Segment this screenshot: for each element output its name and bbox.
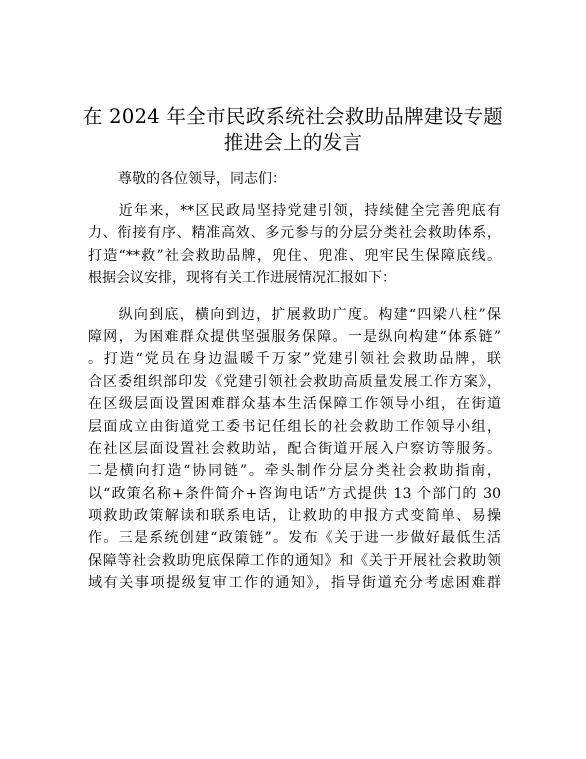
document-title-line-1: 在 2024 年全市民政系统社会救助品牌建设专题 bbox=[82, 105, 504, 128]
document-body bbox=[88, 200, 501, 595]
paragraph-1-line: 打造“**救”社会救助品牌，兜住、兜准、兜牢民生保障底线。 bbox=[88, 247, 501, 264]
paragraph-1-line: 力、衔接有序、精准高效、多元参与的分层分类社会救助体系， bbox=[88, 225, 501, 242]
paragraph-2-line: 。打造“党员在身边温暖千万家”党建引领社会救助品牌，联 bbox=[88, 351, 501, 368]
paragraph-1-line: 近年来，**区民政局坚持党建引领，持续健全完善兜底有 bbox=[88, 203, 501, 219]
paragraph-2-line: 层面成立由街道党工委书记任组长的社会救助工作领导小组， bbox=[88, 418, 501, 435]
paragraph-2-line: 在社区层面设置社会救助站，配合街道开展入户察访等服务。 bbox=[88, 440, 501, 457]
paragraph-1-line: 根据会议安排，现将有关工作进展情况汇报如下： bbox=[88, 270, 396, 287]
paragraph-2-line: 在区级层面设置困难群众基本生活保障工作领导小组，在街道 bbox=[88, 396, 501, 413]
paragraph-2-line: 作。三是系统创建“政策链”。发布《关于进一步做好最低生活 bbox=[88, 530, 501, 547]
paragraph-2-line: 保障等社会救助兜底保障工作的通知》和《关于开展社会救助领 bbox=[88, 552, 501, 569]
paragraph-gap bbox=[88, 290, 501, 304]
paragraph-2-line: 障网，为困难群众提供坚强服务保障。一是纵向构建“体系链” bbox=[88, 328, 501, 345]
paragraph-2-line: 以“政策名称+条件简介+咨询电话”方式提供 13 个部门的 30 bbox=[88, 485, 501, 502]
greeting: 尊敬的各位领导，同志们： bbox=[118, 171, 286, 187]
paragraph-2-line: 域有关事项提级复审工作的通知》，指导街道充分考虑困难群 bbox=[88, 575, 501, 592]
paragraph-2-line: 项救助政策解读和联系电话，让救助的申报方式变简单、易操 bbox=[88, 508, 501, 525]
document-title-line-2: 推进会上的发言 bbox=[223, 131, 363, 154]
paragraph-2-line: 合区委组织部印发《党建引领社会救助高质量发展工作方案》， bbox=[88, 373, 501, 390]
paragraph-2-line: 二是横向打造“协同链”。牵头制作分层分类社会救助指南， bbox=[88, 463, 501, 480]
paragraph-2-line: 纵向到底，横向到边，扩展救助广度。构建“四梁八柱”保 bbox=[88, 306, 501, 323]
